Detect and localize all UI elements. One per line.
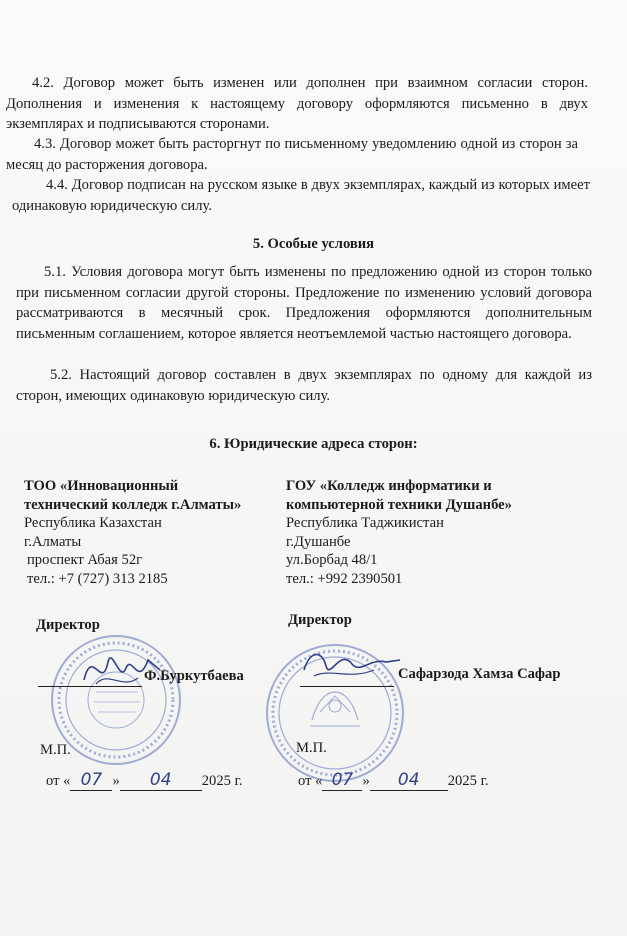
right-mp-label: М.П. <box>296 740 327 756</box>
right-party-country: Республика Таджикистан <box>286 515 444 532</box>
right-party-name-2: компьютерной техники Душанбе» <box>286 496 512 513</box>
right-date <box>298 770 489 791</box>
right-date-quote: » <box>362 773 370 789</box>
left-party-name-2: технический колледж г.Алматы» <box>24 496 242 513</box>
right-signer-name: Сафарзода Хамза Сафар <box>398 666 561 682</box>
right-party-city: г.Душанбе <box>286 533 351 550</box>
clause-5-2: 5.2. Настоящий договор составлен в двух экземплярах по одному для каждой из сторон, имеющих одинаковую юридическую силу. <box>16 367 592 404</box>
left-date-day: 07 <box>70 770 112 791</box>
left-signer-name: Ф.Буркутбаева <box>144 668 244 684</box>
left-director-label: Директор <box>36 617 100 633</box>
left-party-country: Республика Казахстан <box>24 515 162 532</box>
clause-4-2: 4.2. Договор может быть изменен или дополнен при взаимном согласии сторон. Дополнения и изменения к настоящему договору оформляются письменно в двух экземплярах и подписываются сторонами. <box>6 75 588 132</box>
right-sign-line <box>300 686 394 687</box>
section-5-title: 5. Особые условия <box>252 236 375 252</box>
right-date-prefix: от « <box>298 773 323 789</box>
right-party-street: ул.Борбад 48/1 <box>286 552 378 569</box>
left-party-address <box>24 477 284 589</box>
right-date-month: 04 <box>370 770 448 791</box>
left-date-year: 2025 г. <box>201 773 243 789</box>
left-sign-line <box>38 686 142 687</box>
left-party-street: проспект Абая 52г <box>27 552 143 569</box>
right-signature <box>300 640 410 690</box>
clause-4-4: 4.4. Договор подписан на русском языке в двух экземплярах, каждый из которых имеет одинаковую юридическую силу. <box>12 177 590 214</box>
left-date-prefix: от « <box>46 773 71 789</box>
left-date <box>46 770 243 791</box>
left-mp-label: М.П. <box>40 742 71 758</box>
left-date-month: 04 <box>120 770 202 791</box>
right-party-phone: тел.: +992 2390501 <box>286 570 403 587</box>
right-party-name-1: ГОУ «Колледж информатики и <box>286 478 492 494</box>
clause-5-1: 5.1. Условия договора могут быть изменены по предложению одной из сторон только при письменном согласии другой стороны. Предложение по изменению условий договора рассматриваются в месячный срок. Предложения оформляются дополнительным письменным соглашением, которое является неотъемлемой частью настоящего договора. <box>16 264 592 342</box>
left-party-city: г.Алматы <box>24 533 82 550</box>
right-party-address <box>286 477 586 589</box>
left-party-name-1: ТОО «Инновационный <box>24 478 179 494</box>
right-date-day: 07 <box>322 770 362 791</box>
left-party-phone: тел.: +7 (727) 313 2185 <box>27 570 168 587</box>
right-date-year: 2025 г. <box>447 773 489 789</box>
right-director-label: Директор <box>288 612 352 628</box>
left-date-quote: » <box>112 773 120 789</box>
clause-4-3: 4.3. Договор может быть расторгнут по письменному уведомлению одной из сторон за месяц до расторжения договора. <box>6 136 578 173</box>
section-6-title: 6. Юридические адреса сторон: <box>209 436 418 452</box>
